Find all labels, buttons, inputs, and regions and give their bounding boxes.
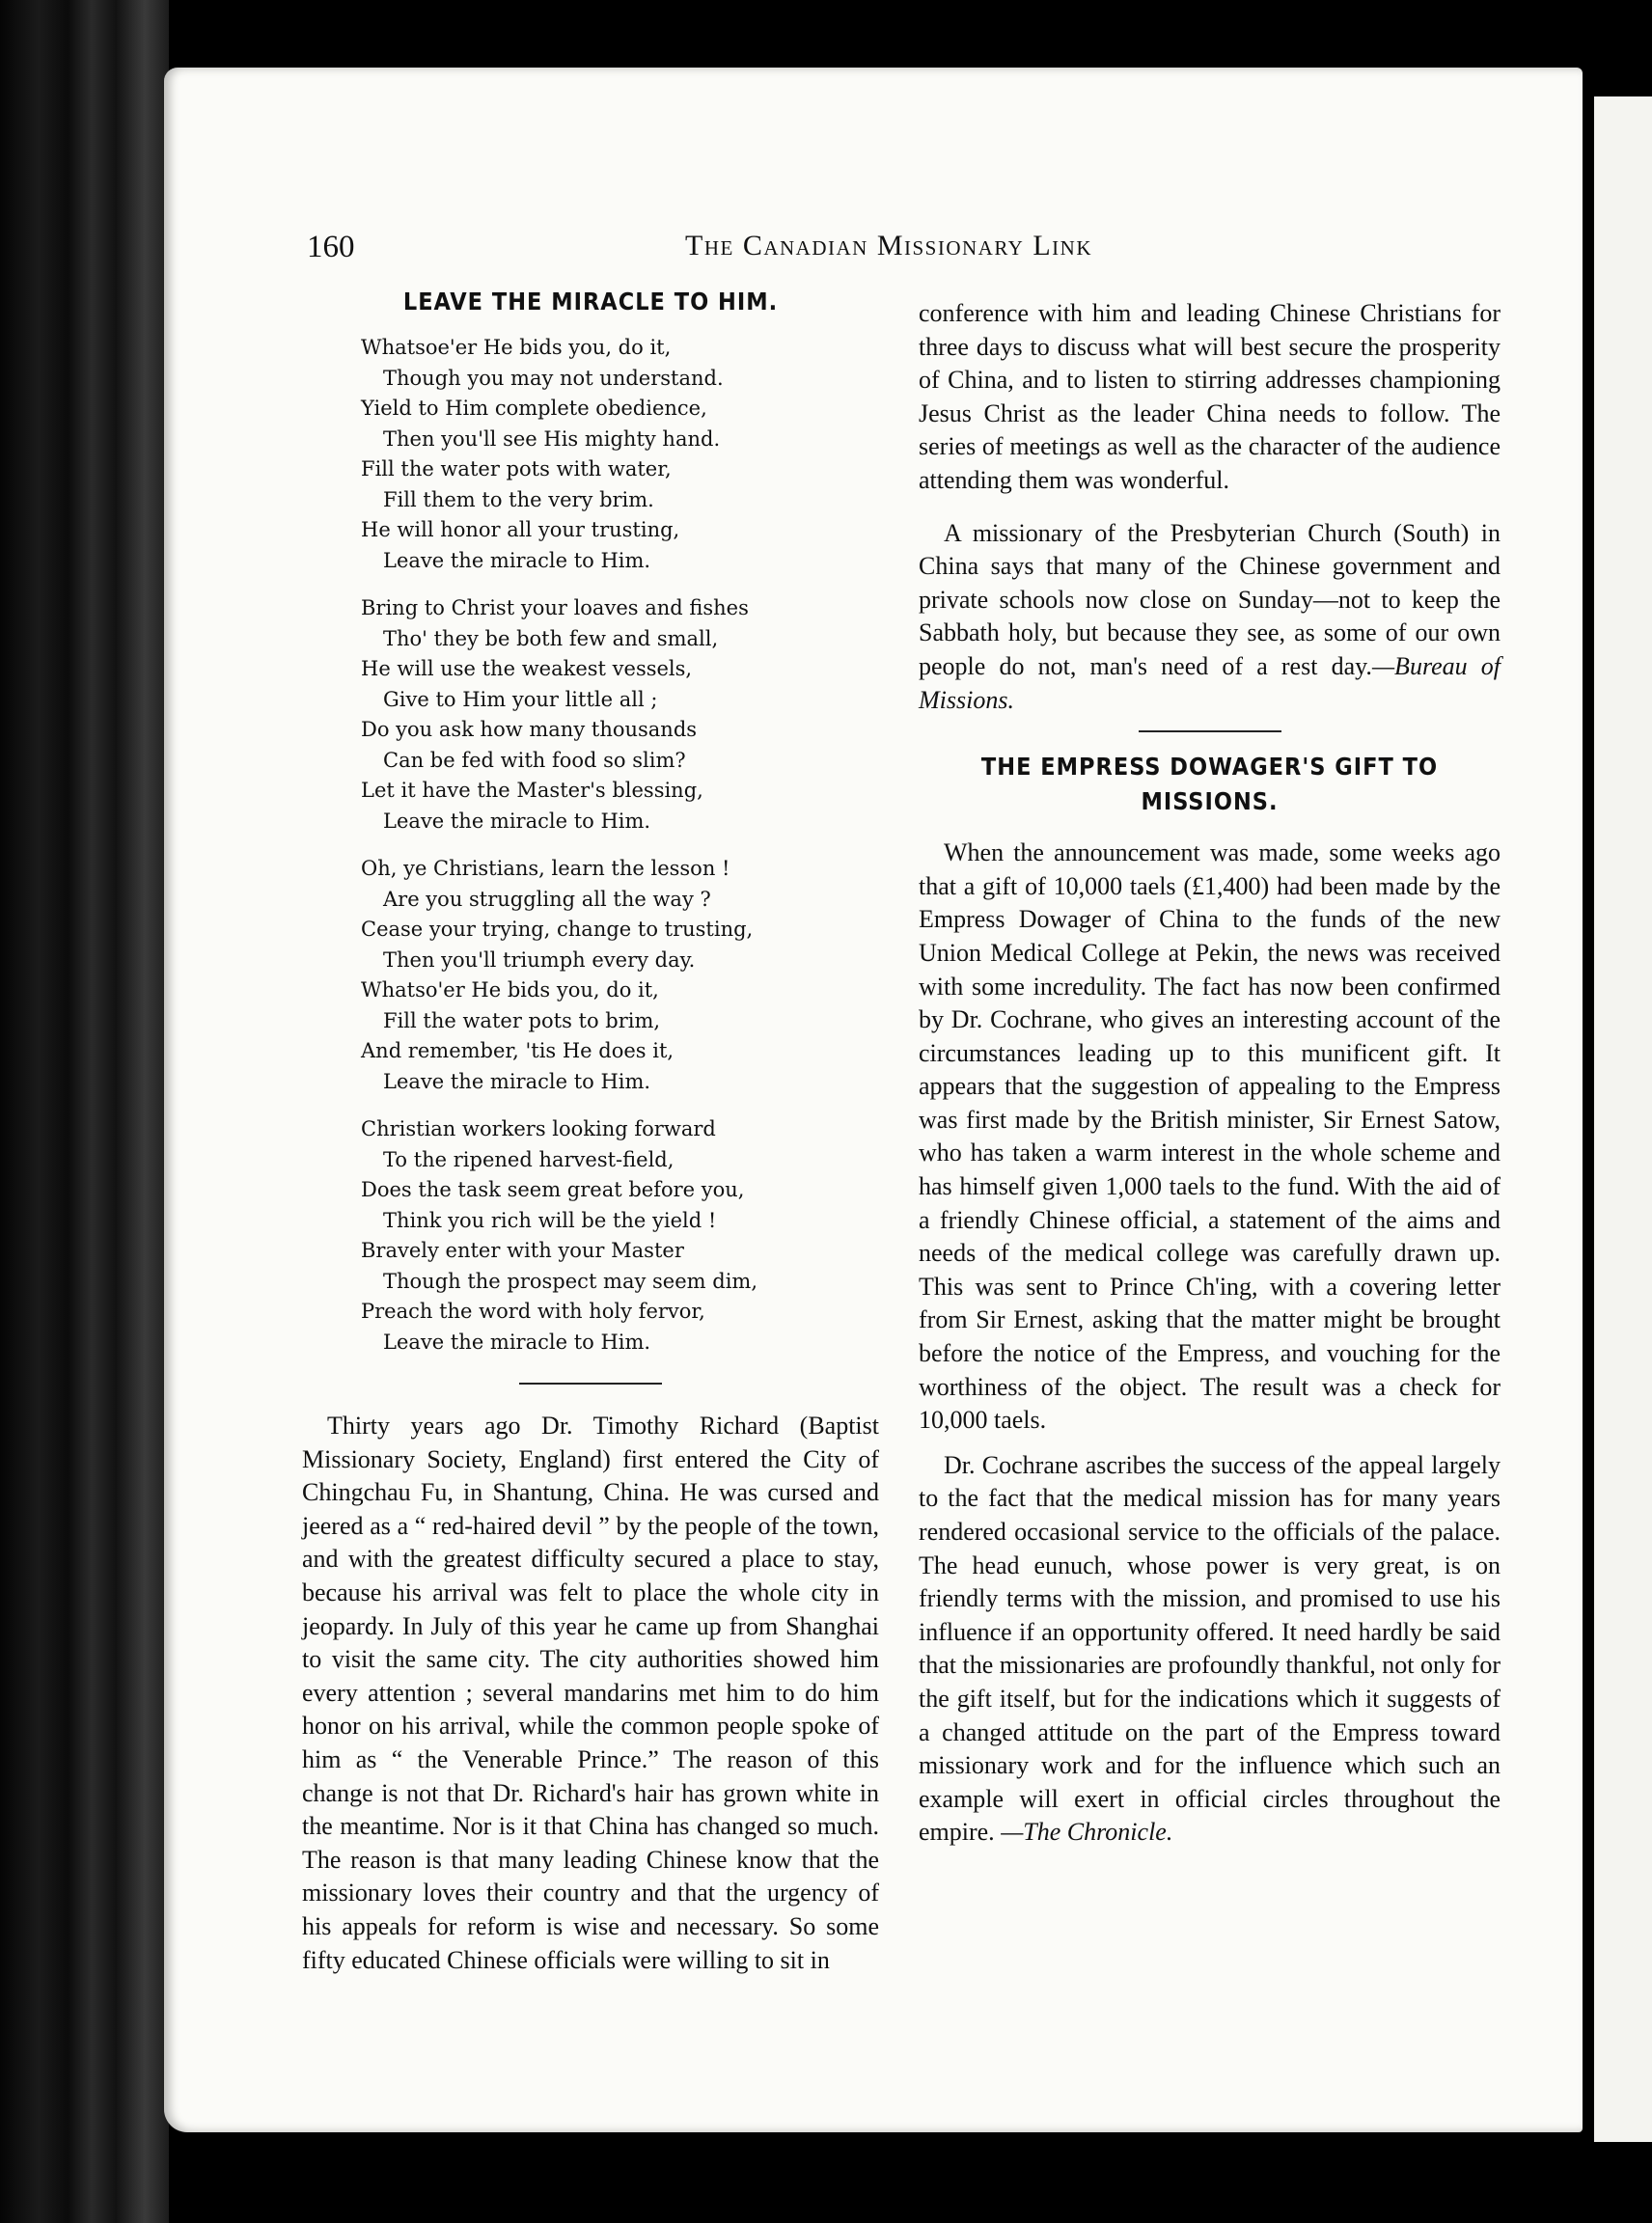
poem-line: Leave the miracle to Him.: [383, 1069, 651, 1093]
poem-line: Tho' they be both few and small,: [383, 626, 719, 650]
section-divider: [519, 1383, 662, 1385]
poem-line: He will honor all your trusting,: [361, 518, 680, 541]
empress-gift-paragraph-1: When the announcement was made, some weeks ago that a gift of 10,000 taels (£1,400) had been made by the Empress Dowager of China to the funds of the new Union Medical College at Pekin, the news was received with some incredulity. The fact has now been confirmed by Dr. Cochrane, who gives an interesting account of the circumstances leading up to this munificent gift. It appears that the suggestion of appealing to the Empress was first made by the British minister, Sir Ernest Satow, who has taken a warm interest in the whole scheme and has himself given 1,000 taels to the fund. With the aid of a friendly Chinese official, a statement of the aims and needs of the medical college was carefully drawn up. This was sent to Prince Ch'ing, with a covering letter from Sir Ernest, asking that the matter might be brought before the notice of the Empress, and vouching for the worthiness of the object. The result was a check for 10,000 taels.: [919, 838, 1501, 1435]
poem-line: Though the prospect may seem dim,: [383, 1269, 757, 1293]
poem-line: He will use the weakest vessels,: [361, 657, 693, 680]
poem-line: Do you ask how many thousands: [361, 718, 698, 741]
poem-line: Preach the word with holy fervor,: [361, 1300, 705, 1323]
empress-gift-source: —The Chronicle.: [1001, 1818, 1173, 1847]
poem-line: Let it have the Master's blessing,: [361, 779, 703, 802]
section-title-line-1: THE EMPRESS DOWAGER'S GIFT TO: [980, 753, 1439, 782]
page-number: 160: [307, 230, 355, 264]
poem-line: And remember, 'tis He does it,: [361, 1039, 675, 1062]
section-title-line-2: MISSIONS.: [1141, 787, 1279, 816]
poem-line: Bring to Christ your loaves and fishes: [361, 596, 749, 619]
article-richard-text: Thirty years ago Dr. Timothy Richard (Baptist Missionary Society, England) first entered the City of Chingchau Fu, in Shantung, China. He was cursed and jeered as a “ red-haired devil ” by the people of the town, and with the greatest difficulty secured a place to stay, because his arrival was felt to place the whole city in jeopardy. In July of this year he came up from Shanghai to visit the same city. The city authorities showed him every attention ; several mandarins met him to do him honor on his arrival, while the common people spoke of him as “ the Venerable Prince.” The reason of this change is not that Dr. Richard's hair has grown white in the meantime. Nor is it that China has changed so much. The reason is that many leading Chinese know that the missionary loves their country and that the urgency of his appeals for reform is wise and necessary. So some fifty educated Chinese officials were willing to sit in: [302, 1412, 879, 1974]
running-head: The Canadian Missionary Link: [685, 230, 1092, 261]
left-column: [302, 288, 879, 1989]
poem-line: Then you'll triumph every day.: [383, 947, 696, 972]
article-sabbath-text: A missionary of the Presbyterian Church (South) in China says that many of the Chinese government and private schools now close on Sunday—not to keep the Sabbath holy, but because they see, as some of our own people do not, man's need of a rest day.: [919, 518, 1501, 680]
next-page-edge: [1594, 96, 1652, 2142]
article-richard-continuation: conference with him and leading Chinese Christians for three days to discuss what will best secure the prosperity of China, and to listen to stirring addresses championing Jesus Christ as the leader China needs to follow. The series of meetings as well as the character of the audience attending them was wonderful.: [919, 299, 1501, 494]
poem-line: Whatsoe'er He bids you, do it,: [361, 336, 672, 359]
article-sabbath: [919, 517, 1501, 718]
poem-stanza: [302, 854, 879, 1097]
poem-line: Think you rich will be the yield !: [383, 1208, 717, 1232]
poem-line: Fill the water pots to brim,: [383, 1008, 661, 1032]
section-title: [919, 750, 1501, 819]
poem-line: Leave the miracle to Him.: [383, 1330, 651, 1354]
poem-line: Fill the water pots with water,: [361, 457, 672, 480]
poem-line: Can be fed with food so slim?: [383, 748, 686, 772]
poem-line: Are you struggling all the way ?: [383, 887, 711, 911]
poem-stanza: [302, 1114, 879, 1358]
section-divider: [1139, 730, 1281, 732]
poem-line: Then you'll see His mighty hand.: [383, 426, 721, 451]
poem-title: LEAVE THE MIRACLE TO HIM.: [402, 288, 779, 316]
page-gutter: [1583, 68, 1594, 2152]
poem-stanza: [302, 593, 879, 837]
right-column: [919, 297, 1501, 1861]
empress-gift-paragraph-2: [919, 1449, 1501, 1850]
poem-stanza: [302, 333, 879, 576]
poem-line: Give to Him your little all ;: [383, 687, 658, 711]
article-sabbath-source: —Bureau of Missions.: [919, 651, 1501, 714]
book-binding-edge: [0, 0, 169, 2223]
poem-line: Though you may not understand.: [383, 366, 724, 390]
poem-line: To the ripened harvest-field,: [383, 1147, 675, 1171]
poem-line: Christian workers looking forward: [361, 1117, 716, 1140]
poem-line: Yield to Him complete obedience,: [361, 397, 707, 420]
poem-body: [302, 333, 879, 1358]
poem-line: Cease your trying, change to trusting,: [361, 918, 754, 941]
poem-line: Does the task seem great before you,: [361, 1178, 745, 1201]
empress-gift-paragraph-2-text: Dr. Cochrane ascribes the success of the appeal largely to the fact that the medical mission has for many years rendered occasional service to the officials of the palace. The head eunuch, whose power is very great, is on friendly terms with the mission, and promised to use his influence if an opportunity offered. It need hardly be said that the missionaries are profoundly thankful, not only for the gift itself, but for the indications which it suggests of a changed attitude on the part of the Empress toward missionary work and for the influence which such an example will exert in official circles throughout the empire.: [919, 1450, 1501, 1847]
book-page: [164, 68, 1583, 2132]
poem-line: Whatso'er He bids you, do it,: [361, 978, 659, 1002]
poem-line: Leave the miracle to Him.: [383, 809, 651, 833]
poem-line: Oh, ye Christians, learn the lesson !: [361, 857, 730, 880]
poem-line: Bravely enter with your Master: [361, 1239, 684, 1262]
poem-line: Leave the miracle to Him.: [383, 548, 651, 572]
poem-line: Fill them to the very brim.: [383, 487, 654, 511]
